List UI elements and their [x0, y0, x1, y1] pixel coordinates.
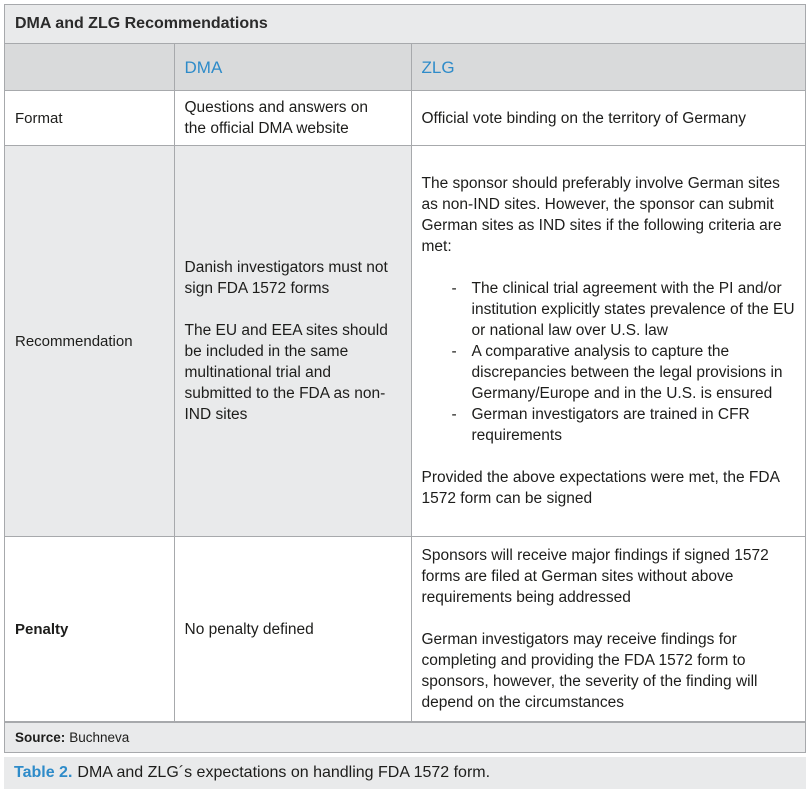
row-label-recommendation: Recommendation — [5, 146, 174, 537]
table-row-penalty — [5, 537, 805, 722]
row-label-format: Format — [5, 91, 174, 146]
table-row-recommendation — [5, 146, 805, 537]
recommendations-table-frame — [4, 4, 806, 753]
cell-format-zlg: Official vote binding on the territory of Germany — [411, 91, 805, 146]
rec-dma-para-1: Danish investigators must not sign FDA 1572 forms — [184, 259, 388, 297]
penalty-zlg-para-2: German investigators may receive findings for completing and providing the FDA 1572 form to sponsors, however, the severity of the finding will depend on the circumstances — [421, 631, 758, 711]
table-caption — [4, 757, 806, 789]
penalty-zlg-para-1: Sponsors will receive major findings if signed 1572 forms are filed at German sites without above requirements being addressed — [421, 547, 769, 606]
rec-zlg-criteria-list — [422, 278, 796, 446]
cell-penalty-dma: No penalty defined — [174, 537, 411, 722]
table-header-row — [5, 44, 805, 91]
source-value: Buchneva — [69, 730, 130, 745]
rec-zlg-intro: The sponsor should preferably involve German sites as non-IND sites. However, the sponsor can submit German sites as IND sites if the following criteria are met: — [421, 175, 782, 255]
recommendations-table — [5, 44, 805, 722]
header-zlg: ZLG — [411, 44, 805, 91]
table-title: DMA and ZLG Recommendations — [5, 5, 805, 44]
header-empty — [5, 44, 174, 91]
header-dma: DMA — [174, 44, 411, 91]
cell-recommendation-dma — [174, 146, 411, 537]
rec-zlg-outro: Provided the above expectations were met, the FDA 1572 form can be signed — [421, 469, 780, 507]
source-label: Source: — [15, 730, 66, 745]
caption-label: Table 2. — [14, 764, 73, 781]
cell-recommendation-zlg — [411, 146, 805, 537]
format-dma-line-2: the official DMA website — [184, 120, 349, 137]
row-label-penalty: Penalty — [5, 537, 174, 722]
cell-format-dma — [174, 91, 411, 146]
list-item: - A comparative analysis to capture the discrepancies between the legal provisions in Germany/Europe and in the U.S. is ensured — [452, 341, 796, 404]
table-row-format — [5, 91, 805, 146]
cell-penalty-zlg — [411, 537, 805, 722]
source-note — [5, 722, 805, 752]
list-item: - German investigators are trained in CFR requirements — [452, 404, 796, 446]
rec-dma-para-2: The EU and EEA sites should be included in the same multinational trial and submitted to the FDA as non-IND sites — [184, 322, 388, 423]
caption-text: DMA and ZLG´s expectations on handling FDA 1572 form. — [77, 764, 491, 781]
format-dma-line-1: Questions and answers on — [184, 99, 369, 116]
list-item: - The clinical trial agreement with the PI and/or institution explicitly states prevalence of the EU or national law over U.S. law — [452, 278, 796, 341]
